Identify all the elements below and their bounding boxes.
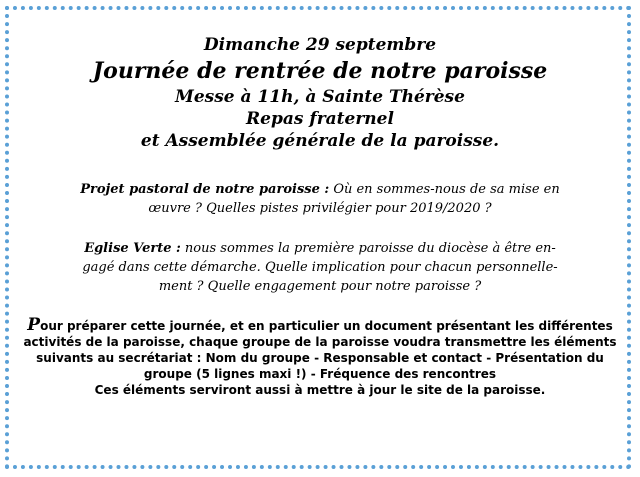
eglise-label: Eglise Verte : — [84, 241, 181, 256]
mass-info: Messe à 11h, à Sainte Thérèse — [175, 87, 465, 107]
notice-line3: suivants au secrétariat : Nom du groupe - Responsable et contact - Présentation du — [36, 351, 604, 365]
projet-text-line1: Où en sommes-nous de sa mise en — [329, 182, 560, 197]
notice-line1: our préparer cette journée, et en particulier un document présentant les différentes — [40, 319, 613, 333]
meal-info: Repas fraternel — [246, 109, 394, 129]
projet-text-line2: œuvre ? Quelles pistes privilégier pour 2019/2020 ? — [148, 201, 492, 216]
announcement-content — [18, 34, 622, 398]
eglise-text-line3: ment ? Quelle engagement pour notre paroisse ? — [158, 279, 482, 294]
notice-line5: Ces éléments serviront aussi à mettre à jour le site de la paroisse. — [94, 383, 546, 397]
event-date: Dimanche 29 septembre — [203, 35, 437, 55]
event-title: Journée de rentrée de notre paroisse — [92, 58, 548, 84]
notice-line4: groupe (5 lignes maxi !) - Fréquence des rencontres — [143, 367, 497, 381]
eglise-text-line2: gagé dans cette démarche. Quelle implication pour chacun personnelle- — [82, 260, 558, 275]
notice-initial: P — [27, 315, 41, 335]
eglise-paragraph — [18, 239, 622, 296]
preparation-notice — [18, 317, 622, 398]
eglise-text-line1: nous sommes la première paroisse du diocèse à être en- — [180, 241, 556, 256]
projet-label: Projet pastoral de notre paroisse : — [80, 182, 330, 197]
projet-paragraph — [18, 180, 622, 218]
notice-line2: activités de la paroisse, chaque groupe de la paroisse voudra transmettre les éléments — [23, 335, 617, 349]
assembly-info: et Assemblée générale de la paroisse. — [140, 131, 500, 151]
